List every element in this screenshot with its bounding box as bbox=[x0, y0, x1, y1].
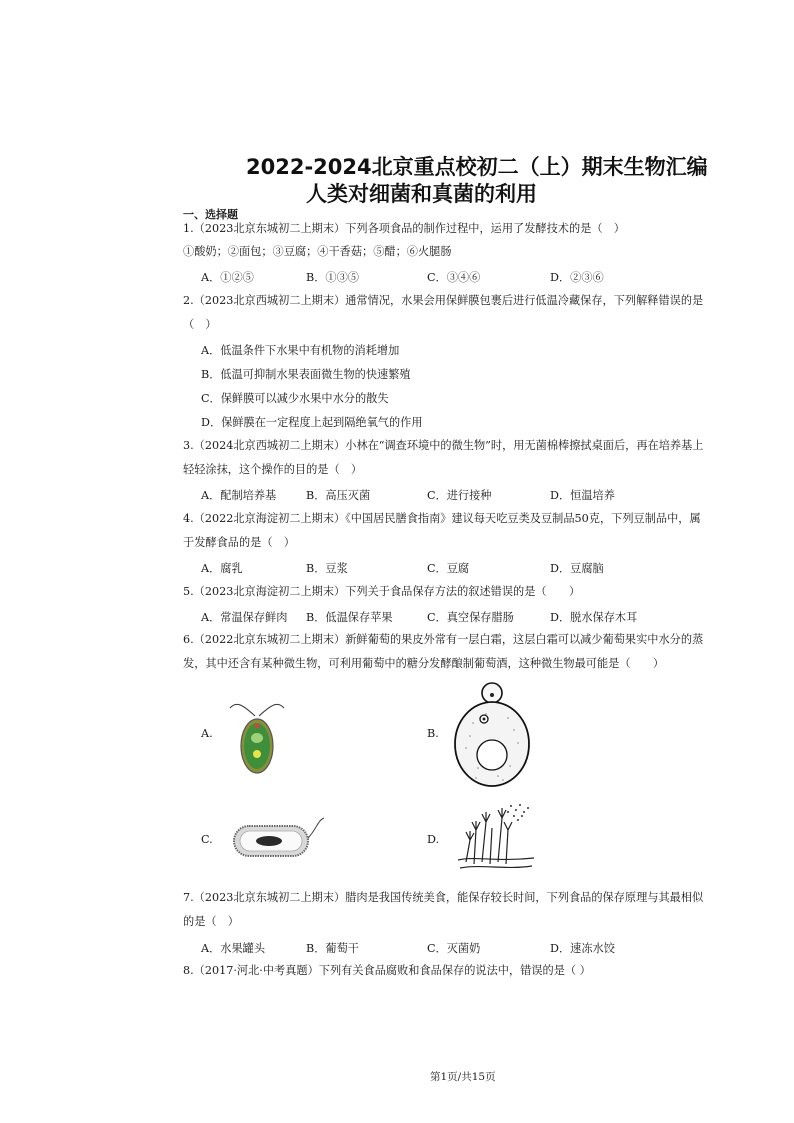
q3-option-d: D．恒温培养 bbox=[550, 489, 615, 502]
q3-option-a: A．配制培养基 bbox=[201, 489, 277, 502]
q7-option-c: C．灭菌奶 bbox=[427, 942, 481, 955]
question-1-stem: 1.（2023北京东城初二上期末）下列各项食品的制作过程中，运用了发酵技术的是（ ） bbox=[183, 222, 625, 235]
q3-option-b: B．高压灭菌 bbox=[306, 489, 371, 502]
euglena-like-cell-illustration bbox=[222, 696, 292, 776]
q1-option-a: A．①②⑤ bbox=[201, 271, 254, 284]
q7-option-d: D．速冻水饺 bbox=[550, 942, 615, 955]
bacterium-illustration bbox=[228, 812, 328, 867]
q6-option-b: B. bbox=[427, 727, 439, 740]
q5-option-b: B．低温保存苹果 bbox=[306, 611, 393, 624]
q2-option-a: A．低温条件下水果中有机物的消耗增加 bbox=[201, 344, 400, 357]
question-1-items: ①酸奶；②面包；③豆腐；④干香菇；⑤醋；⑥火腿肠 bbox=[183, 245, 452, 258]
q3-option-c: C．进行接种 bbox=[427, 489, 492, 502]
page-title: 2022-2024北京重点校初二（上）期末生物汇编 bbox=[246, 155, 708, 179]
q2-option-d: D．保鲜膜在一定程度上起到隔绝氧气的作用 bbox=[201, 416, 423, 429]
q6-option-c: C. bbox=[201, 833, 213, 846]
question-2-stem-cont: （ ） bbox=[183, 318, 217, 331]
q6-option-d: D. bbox=[427, 833, 440, 846]
section-heading: 一、选择题 bbox=[183, 208, 238, 221]
question-7-stem-cont: 的是（ ） bbox=[183, 915, 239, 928]
q6-option-a: A. bbox=[201, 727, 213, 740]
page-number: 第1页/共15页 bbox=[430, 1071, 496, 1083]
q5-option-d: D．脱水保存木耳 bbox=[550, 611, 638, 624]
q7-option-a: A．水果罐头 bbox=[201, 942, 266, 955]
q2-option-b: B．低温可抑制水果表面微生物的快速繁殖 bbox=[201, 368, 411, 381]
question-6-stem-cont: 发，其中还含有某种微生物，可利用葡萄中的糖分发酵酿制葡萄酒，这种微生物最可能是（ ） bbox=[183, 657, 665, 670]
question-8-stem: 8.（2017·河北·中考真题）下列有关食品腐败和食品保存的说法中，错误的是（ ） bbox=[183, 964, 591, 977]
q1-option-d: D．②③⑥ bbox=[550, 271, 604, 284]
q4-option-b: B．豆浆 bbox=[306, 562, 348, 575]
q7-option-b: B．葡萄干 bbox=[306, 942, 359, 955]
q2-option-c: C．保鲜膜可以减少水果中水分的散失 bbox=[201, 392, 389, 405]
q5-option-c: C．真空保存腊肠 bbox=[427, 611, 514, 624]
q4-option-a: A．腐乳 bbox=[201, 562, 243, 575]
question-7-stem: 7.（2023北京东城初二上期末）腊肉是我国传统美食，能保存较长时间，下列食品的保存原理与其最相似 bbox=[183, 891, 704, 904]
question-3-stem: 3.（2024北京西城初二上期末）小林在“调查环境中的微生物”时，用无菌棉棒擦拭桌面后，再在培养基上 bbox=[183, 439, 704, 452]
yeast-cell-illustration bbox=[448, 678, 538, 788]
question-4-stem: 4.（2022北京海淀初二上期末）《中国居民膳食指南》建议每天吃豆类及豆制品50克，下列豆制品中，属 bbox=[183, 512, 701, 525]
q5-option-a: A．常温保存鲜肉 bbox=[201, 611, 288, 624]
question-5-stem: 5.（2023北京海淀初二上期末）下列关于食品保存方法的叙述错误的是（ ） bbox=[183, 585, 581, 598]
q4-option-d: D．豆腐脑 bbox=[550, 562, 604, 575]
q4-option-c: C．豆腐 bbox=[427, 562, 470, 575]
question-6-stem: 6.（2022北京东城初二上期末）新鲜葡萄的果皮外常有一层白霜，这层白霜可以减少葡萄果实中水分的蒸 bbox=[183, 633, 704, 646]
q1-option-b: B．①③⑤ bbox=[306, 271, 359, 284]
question-4-stem-cont: 于发酵食品的是（ ） bbox=[183, 536, 295, 549]
question-3-stem-cont: 轻轻涂抹，这个操作的目的是（ ） bbox=[183, 463, 363, 476]
page-subtitle: 人类对细菌和真菌的利用 bbox=[306, 182, 537, 206]
q1-option-c: C．③④⑥ bbox=[427, 271, 481, 284]
question-2-stem: 2.（2023北京西城初二上期末）通常情况，水果会用保鲜膜包裹后进行低温冷藏保存，下列解释错误的是 bbox=[183, 294, 704, 307]
mold-illustration bbox=[456, 800, 536, 875]
